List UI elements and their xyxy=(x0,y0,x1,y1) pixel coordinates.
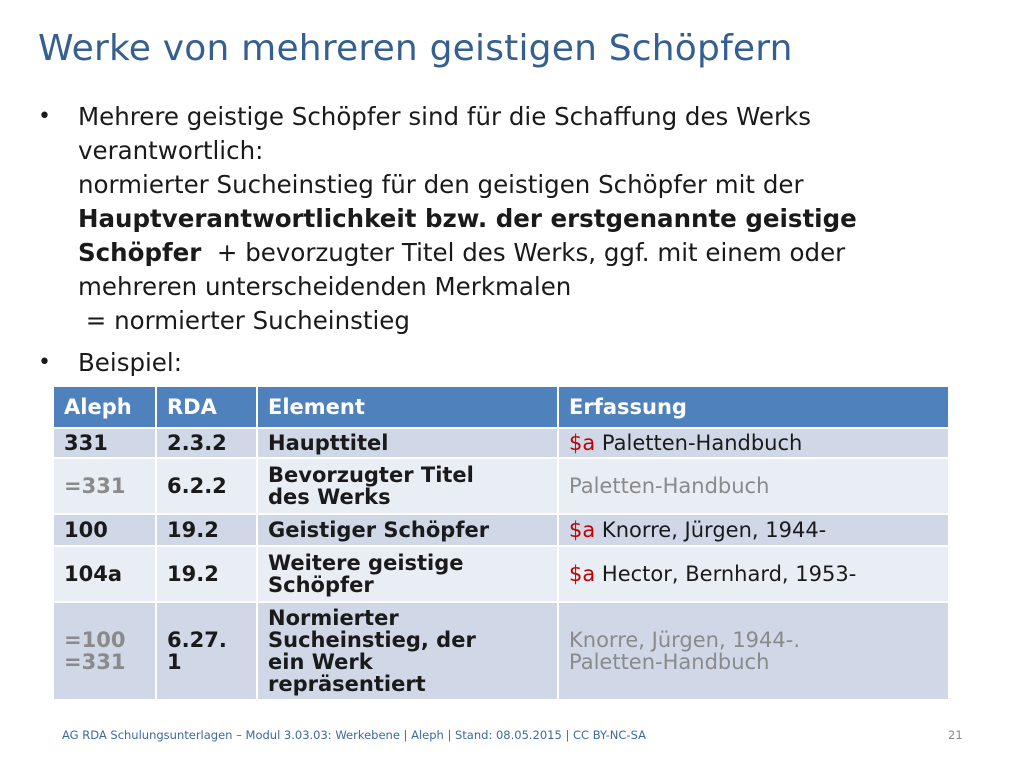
cell-element: Geistiger Schöpfer xyxy=(257,514,558,546)
slide-title: Werke von mehreren geistigen Schöpfern xyxy=(38,28,793,69)
cell-line: Bevorzugter Titel xyxy=(268,463,474,487)
bullet-text-line: Beispiel: xyxy=(78,348,182,377)
subfield-code: $a xyxy=(569,431,596,455)
cell-erfassung xyxy=(558,514,949,546)
footer-text: AG RDA Schulungsunterlagen – Modul 3.03.03: Werkebene | Aleph | Stand: 08.05.2015 | CC BY-NC-SA xyxy=(62,728,646,742)
bullet-item xyxy=(38,346,998,380)
cell-rda: 19.2 xyxy=(156,546,257,602)
cell-line: ein Werk xyxy=(268,650,373,674)
cell-erfassung xyxy=(558,428,949,458)
table-row xyxy=(53,428,949,458)
cell-aleph: =331 xyxy=(53,458,156,514)
cell-line: 1 xyxy=(167,650,182,674)
bullet-text-line: Mehrere geistige Schöpfer sind für die Schaffung des Werks xyxy=(78,102,811,131)
cell-line: Paletten-Handbuch xyxy=(569,650,770,674)
cell-element xyxy=(257,458,558,514)
cell-element xyxy=(257,602,558,700)
bullet-dot: • xyxy=(38,350,51,375)
cell-rda: 2.3.2 xyxy=(156,428,257,458)
cell-erfassung xyxy=(558,546,949,602)
bullet-text-line-bold: Hauptverantwortlichkeit bzw. der erstgenannte geistige xyxy=(78,204,857,233)
cell-line: Weitere geistige xyxy=(268,551,464,575)
page-number: 21 xyxy=(948,728,963,742)
cell-line: Schöpfer xyxy=(268,573,374,597)
column-header-aleph: Aleph xyxy=(53,386,156,428)
bullet-text-line: mehreren unterscheidenden Merkmalen xyxy=(78,272,572,301)
bullet-text-line: normierter Sucheinstieg für den geistigen Schöpfer mit der xyxy=(78,170,804,199)
table-header-row xyxy=(53,386,949,428)
cell-aleph xyxy=(53,602,156,700)
cell-line: =100 xyxy=(64,628,126,652)
column-header-rda: RDA xyxy=(156,386,257,428)
bullet-text-line: verantwortlich: xyxy=(78,136,264,165)
cell-line: 6.27. xyxy=(167,628,227,652)
cell-line: Sucheinstieg, der xyxy=(268,628,476,652)
cell-erfassung: Paletten-Handbuch xyxy=(558,458,949,514)
cell-line: repräsentiert xyxy=(268,672,426,696)
bullet-dot: • xyxy=(38,104,51,129)
bullet-text: + bevorzugter Titel des Werks, ggf. mit einem oder xyxy=(201,238,846,267)
cell-value: Knorre, Jürgen, 1944- xyxy=(601,518,827,542)
cell-element xyxy=(257,546,558,602)
column-header-element: Element xyxy=(257,386,558,428)
bullet-item xyxy=(38,100,998,338)
table-row xyxy=(53,458,949,514)
cell-line: des Werks xyxy=(268,485,391,509)
table-row xyxy=(53,514,949,546)
cell-element: Haupttitel xyxy=(257,428,558,458)
column-header-erfassung: Erfassung xyxy=(558,386,949,428)
table-row xyxy=(53,546,949,602)
bullet-text-line: = normierter Sucheinstieg xyxy=(78,306,410,335)
cell-rda xyxy=(156,602,257,700)
bullet-list xyxy=(38,100,998,388)
example-table xyxy=(52,385,950,701)
cell-erfassung xyxy=(558,602,949,700)
cell-value: Hector, Bernhard, 1953- xyxy=(601,562,857,586)
table-row xyxy=(53,602,949,700)
cell-aleph: 104a xyxy=(53,546,156,602)
cell-line: Normierter xyxy=(268,606,399,630)
cell-rda: 6.2.2 xyxy=(156,458,257,514)
cell-aleph: 100 xyxy=(53,514,156,546)
bullet-text-bold: Schöpfer xyxy=(78,238,202,267)
cell-value: Paletten-Handbuch xyxy=(601,431,803,455)
bullet-text-line-mixed xyxy=(78,236,998,270)
cell-line: Knorre, Jürgen, 1944-. xyxy=(569,628,801,652)
cell-line: =331 xyxy=(64,650,126,674)
cell-aleph: 331 xyxy=(53,428,156,458)
subfield-code: $a xyxy=(569,562,596,586)
cell-rda: 19.2 xyxy=(156,514,257,546)
subfield-code: $a xyxy=(569,518,596,542)
